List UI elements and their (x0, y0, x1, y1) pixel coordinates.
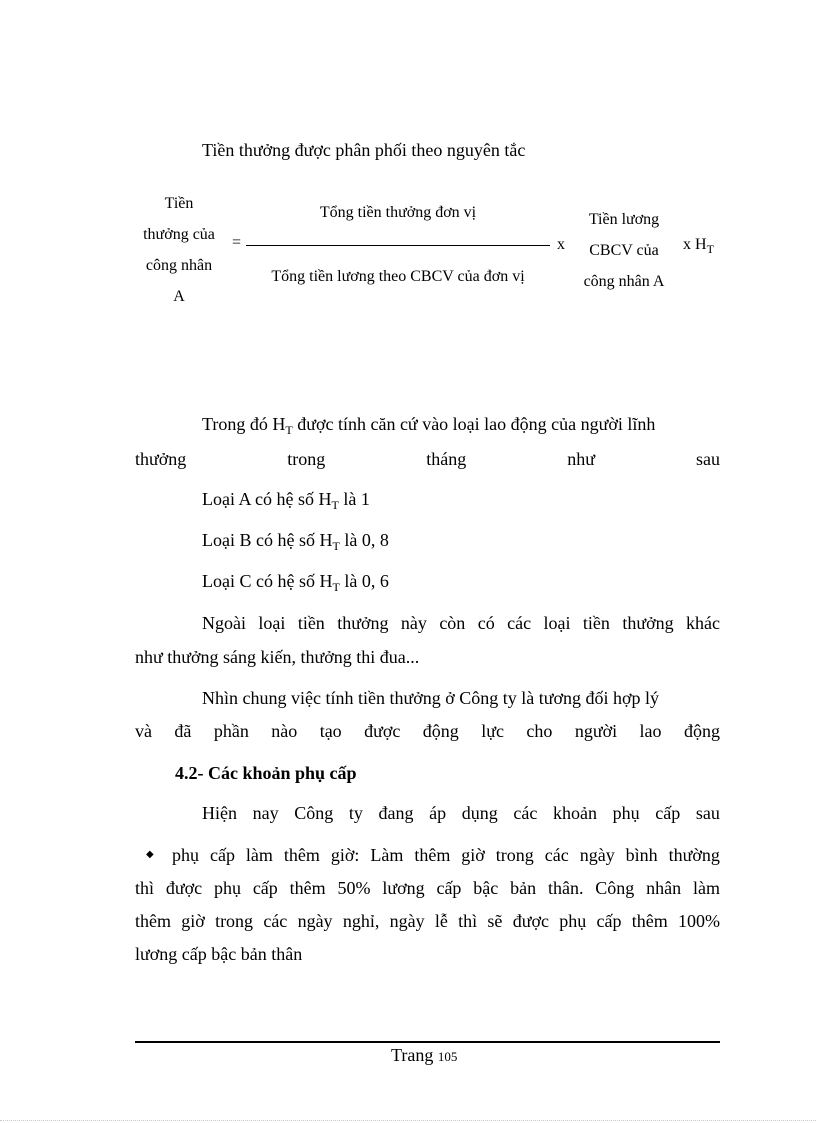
page-label: Trang (391, 1045, 434, 1065)
intro-text: Tiền thưởng được phân phối theo nguyên tắc (202, 140, 526, 160)
where-line-2 (135, 449, 720, 470)
other-bonus-line-2: như thưởng sáng kiến, thưởng thi đua... (135, 647, 420, 667)
type-a-line: Loại A có hệ số $H_T$ là 1 (202, 489, 370, 512)
formula-numerator: Tổng tiền thưởng đơn vị (319, 204, 477, 221)
allowance-intro: Hiện nay Công ty đang áp dụng các khoản phụ cấp sau (202, 803, 720, 823)
footer-rule (135, 1041, 720, 1043)
bullet-line-2: thì được phụ cấp thêm 50% lương cấp bậc bản thân. Công nhân làm (135, 878, 720, 898)
conclusion-line-2: và đã phần nào tạo được động lực cho người lao động (135, 721, 720, 741)
formula-factor (568, 204, 680, 297)
type-c-line: Loại C có hệ số $H_T$ là 0, 6 (202, 571, 389, 594)
page-footer (391, 1045, 457, 1066)
formula-denominator: Tổng tiền lương theo CBCV của đơn vị (271, 268, 525, 285)
where-line-1: Trong đó $H_T$ được tính căn cứ vào loại lao động của người lĩnh (202, 414, 656, 437)
fraction-bar (246, 245, 550, 246)
formula-lhs-line: công nhân (145, 257, 213, 274)
word: sau (695, 449, 720, 469)
formula-lhs-line: A (173, 288, 185, 305)
formula-factor-line: CBCV của (589, 242, 659, 259)
page-edge (0, 1120, 816, 1121)
formula-equals: = (232, 234, 242, 251)
type-b-line: Loại B có hệ số $H_T$ là 0, 8 (202, 530, 389, 553)
other-bonus-line-1: Ngoài loại tiền thưởng này còn có các loại tiền thưởng khác (202, 613, 720, 633)
formula-ht-factor: x $H_T$ (683, 236, 714, 256)
formula-lhs (128, 188, 230, 312)
formula-times: x (557, 236, 565, 253)
formula-lhs-line: thưởng của (143, 226, 215, 243)
bullet-line-1: phụ cấp làm thêm giờ: Làm thêm giờ trong các ngày bình thường (172, 845, 720, 865)
word: tháng (426, 449, 467, 469)
word: thưởng (135, 449, 187, 469)
word: như (567, 449, 595, 469)
bullet-line-4: lương cấp bậc bản thân (135, 944, 303, 964)
section-heading: 4.2- Các khoản phụ cấp (175, 763, 357, 783)
formula-factor-line: Tiền lương (588, 211, 660, 228)
page-number: 105 (437, 1049, 458, 1064)
formula-factor-line: công nhân A (583, 273, 665, 290)
bullet-icon: ◆ (146, 849, 154, 860)
formula-lhs-line: Tiền (164, 195, 194, 212)
conclusion-line-1: Nhìn chung việc tính tiền thưởng ở Công ty là tương đối hợp lý (202, 688, 660, 708)
word: trong (287, 449, 326, 469)
bullet-line-3: thêm giờ trong các ngày nghỉ, ngày lễ thì sẽ được phụ cấp thêm 100% (135, 911, 720, 931)
